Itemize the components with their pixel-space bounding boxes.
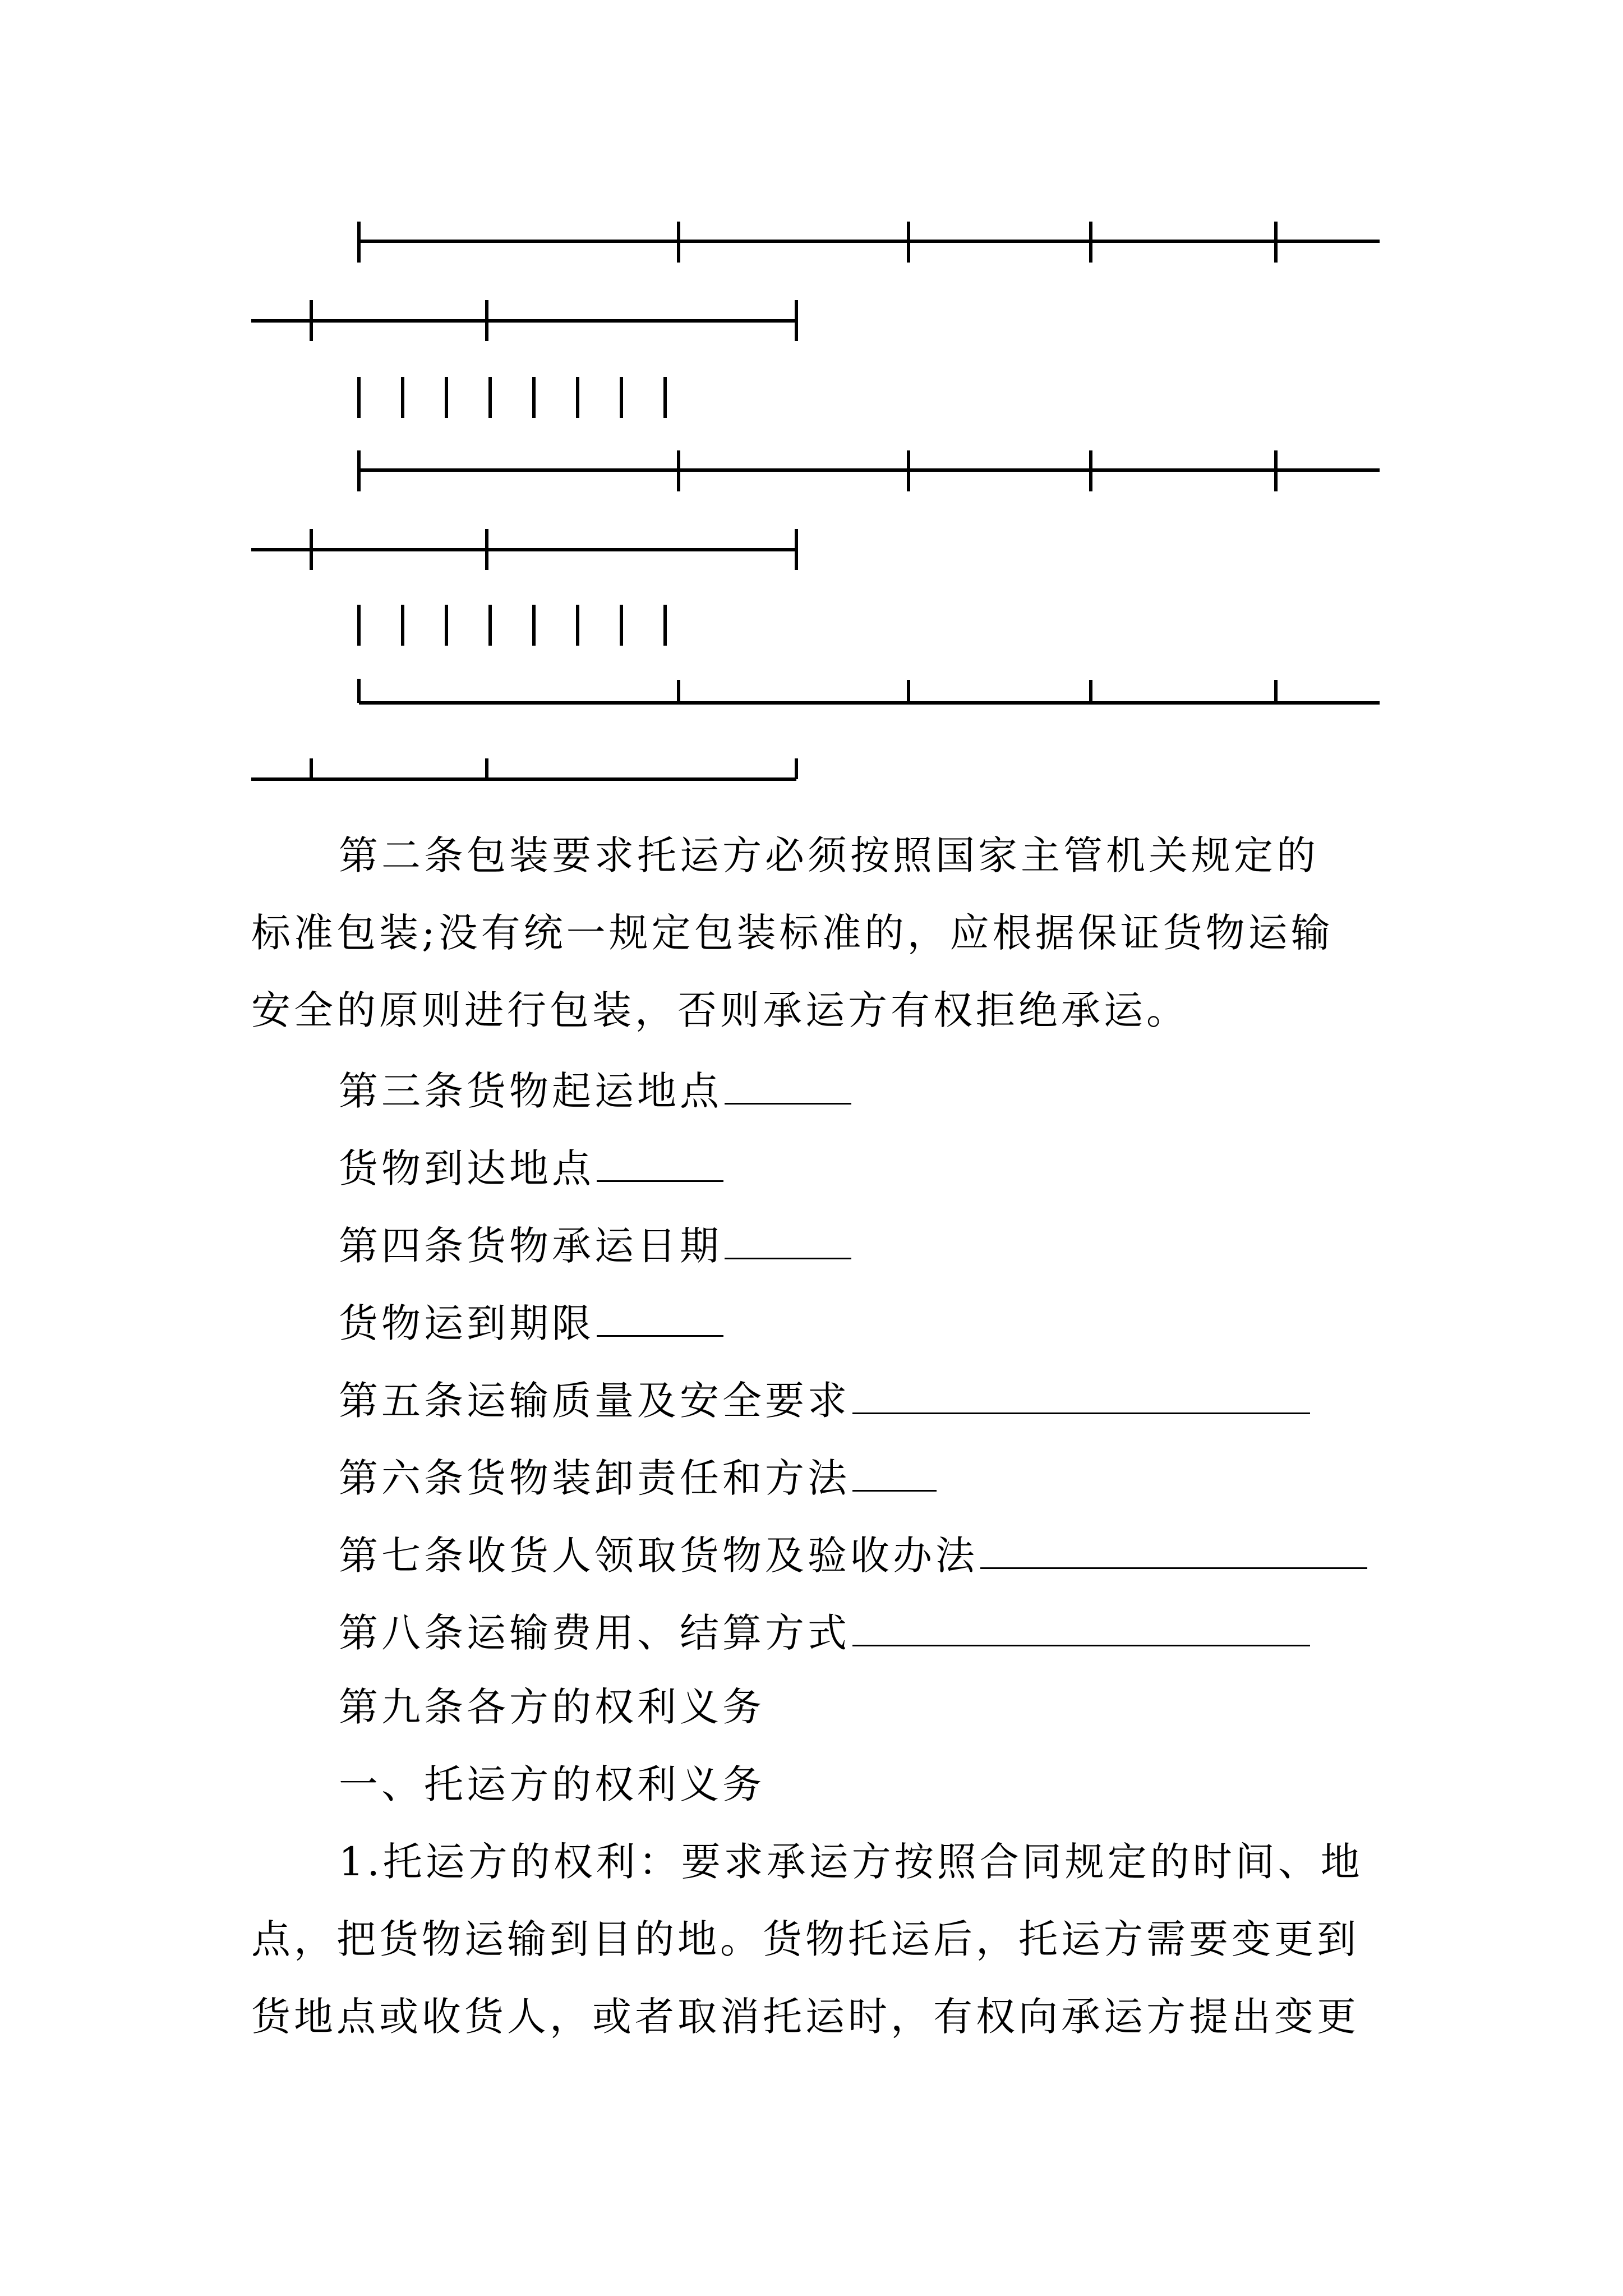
article-5-blank[interactable] — [852, 1378, 1310, 1414]
item-1-line-3: 货地点或收货人，或者取消托运时，有权向承运方提出变更 — [251, 1994, 1359, 2040]
article-4-date-label: 第四条货物承运日期 — [339, 1223, 722, 1269]
table-vertical-bars-1 — [359, 377, 665, 418]
article-2-line-2: 标准包装;没有统一规定包装标准的，应根据保证货物运输 — [251, 910, 1334, 956]
table-vertical-bars-2 — [359, 605, 665, 646]
table-border-row-2 — [251, 450, 1380, 570]
table-border-bottom — [251, 679, 1380, 779]
article-4-deadline-blank[interactable] — [597, 1300, 723, 1337]
article-3-destination-blank[interactable] — [597, 1145, 723, 1182]
article-8-blank[interactable] — [852, 1610, 1310, 1646]
article-2-line-1: 第二条包装要求托运方必须按照国家主管机关规定的 — [339, 832, 1319, 878]
article-7-blank[interactable] — [980, 1533, 1367, 1569]
article-3-destination-label: 货物到达地点 — [339, 1145, 594, 1191]
article-8 — [339, 1610, 1310, 1656]
article-3-origin-blank[interactable] — [725, 1068, 851, 1105]
article-2-line-3: 安全的原则进行包装，否则承运方有权拒绝承运。 — [251, 987, 1189, 1033]
item-1-line-1: 1.托运方的权利：要求承运方按照合同规定的时间、地 — [339, 1839, 1363, 1885]
article-4-date — [339, 1223, 851, 1269]
article-3-origin-label: 第三条货物起运地点 — [339, 1068, 722, 1114]
article-5-label: 第五条运输质量及安全要求 — [339, 1378, 850, 1424]
article-5 — [339, 1378, 1310, 1424]
section-1-heading: 一、托运方的权利义务 — [339, 1761, 765, 1807]
article-7-label: 第七条收货人领取货物及验收办法 — [339, 1533, 978, 1579]
article-8-label: 第八条运输费用、结算方式 — [339, 1610, 850, 1656]
article-6 — [339, 1455, 937, 1501]
article-6-label: 第六条货物装卸责任和方法 — [339, 1455, 850, 1501]
article-7 — [339, 1533, 1367, 1579]
item-1-line-2: 点，把货物运输到目的地。货物托运后，托运方需要变更到 — [251, 1916, 1359, 1962]
article-6-blank[interactable] — [852, 1455, 937, 1492]
article-9: 第九条各方的权利义务 — [339, 1684, 765, 1730]
table-border-row-1 — [251, 222, 1380, 341]
article-3-destination — [339, 1145, 723, 1191]
table-border-lines — [0, 0, 1623, 797]
article-4-deadline-label: 货物运到期限 — [339, 1300, 594, 1346]
article-4-date-blank[interactable] — [725, 1223, 851, 1259]
article-4-deadline — [339, 1300, 723, 1346]
article-3-origin — [339, 1068, 851, 1114]
